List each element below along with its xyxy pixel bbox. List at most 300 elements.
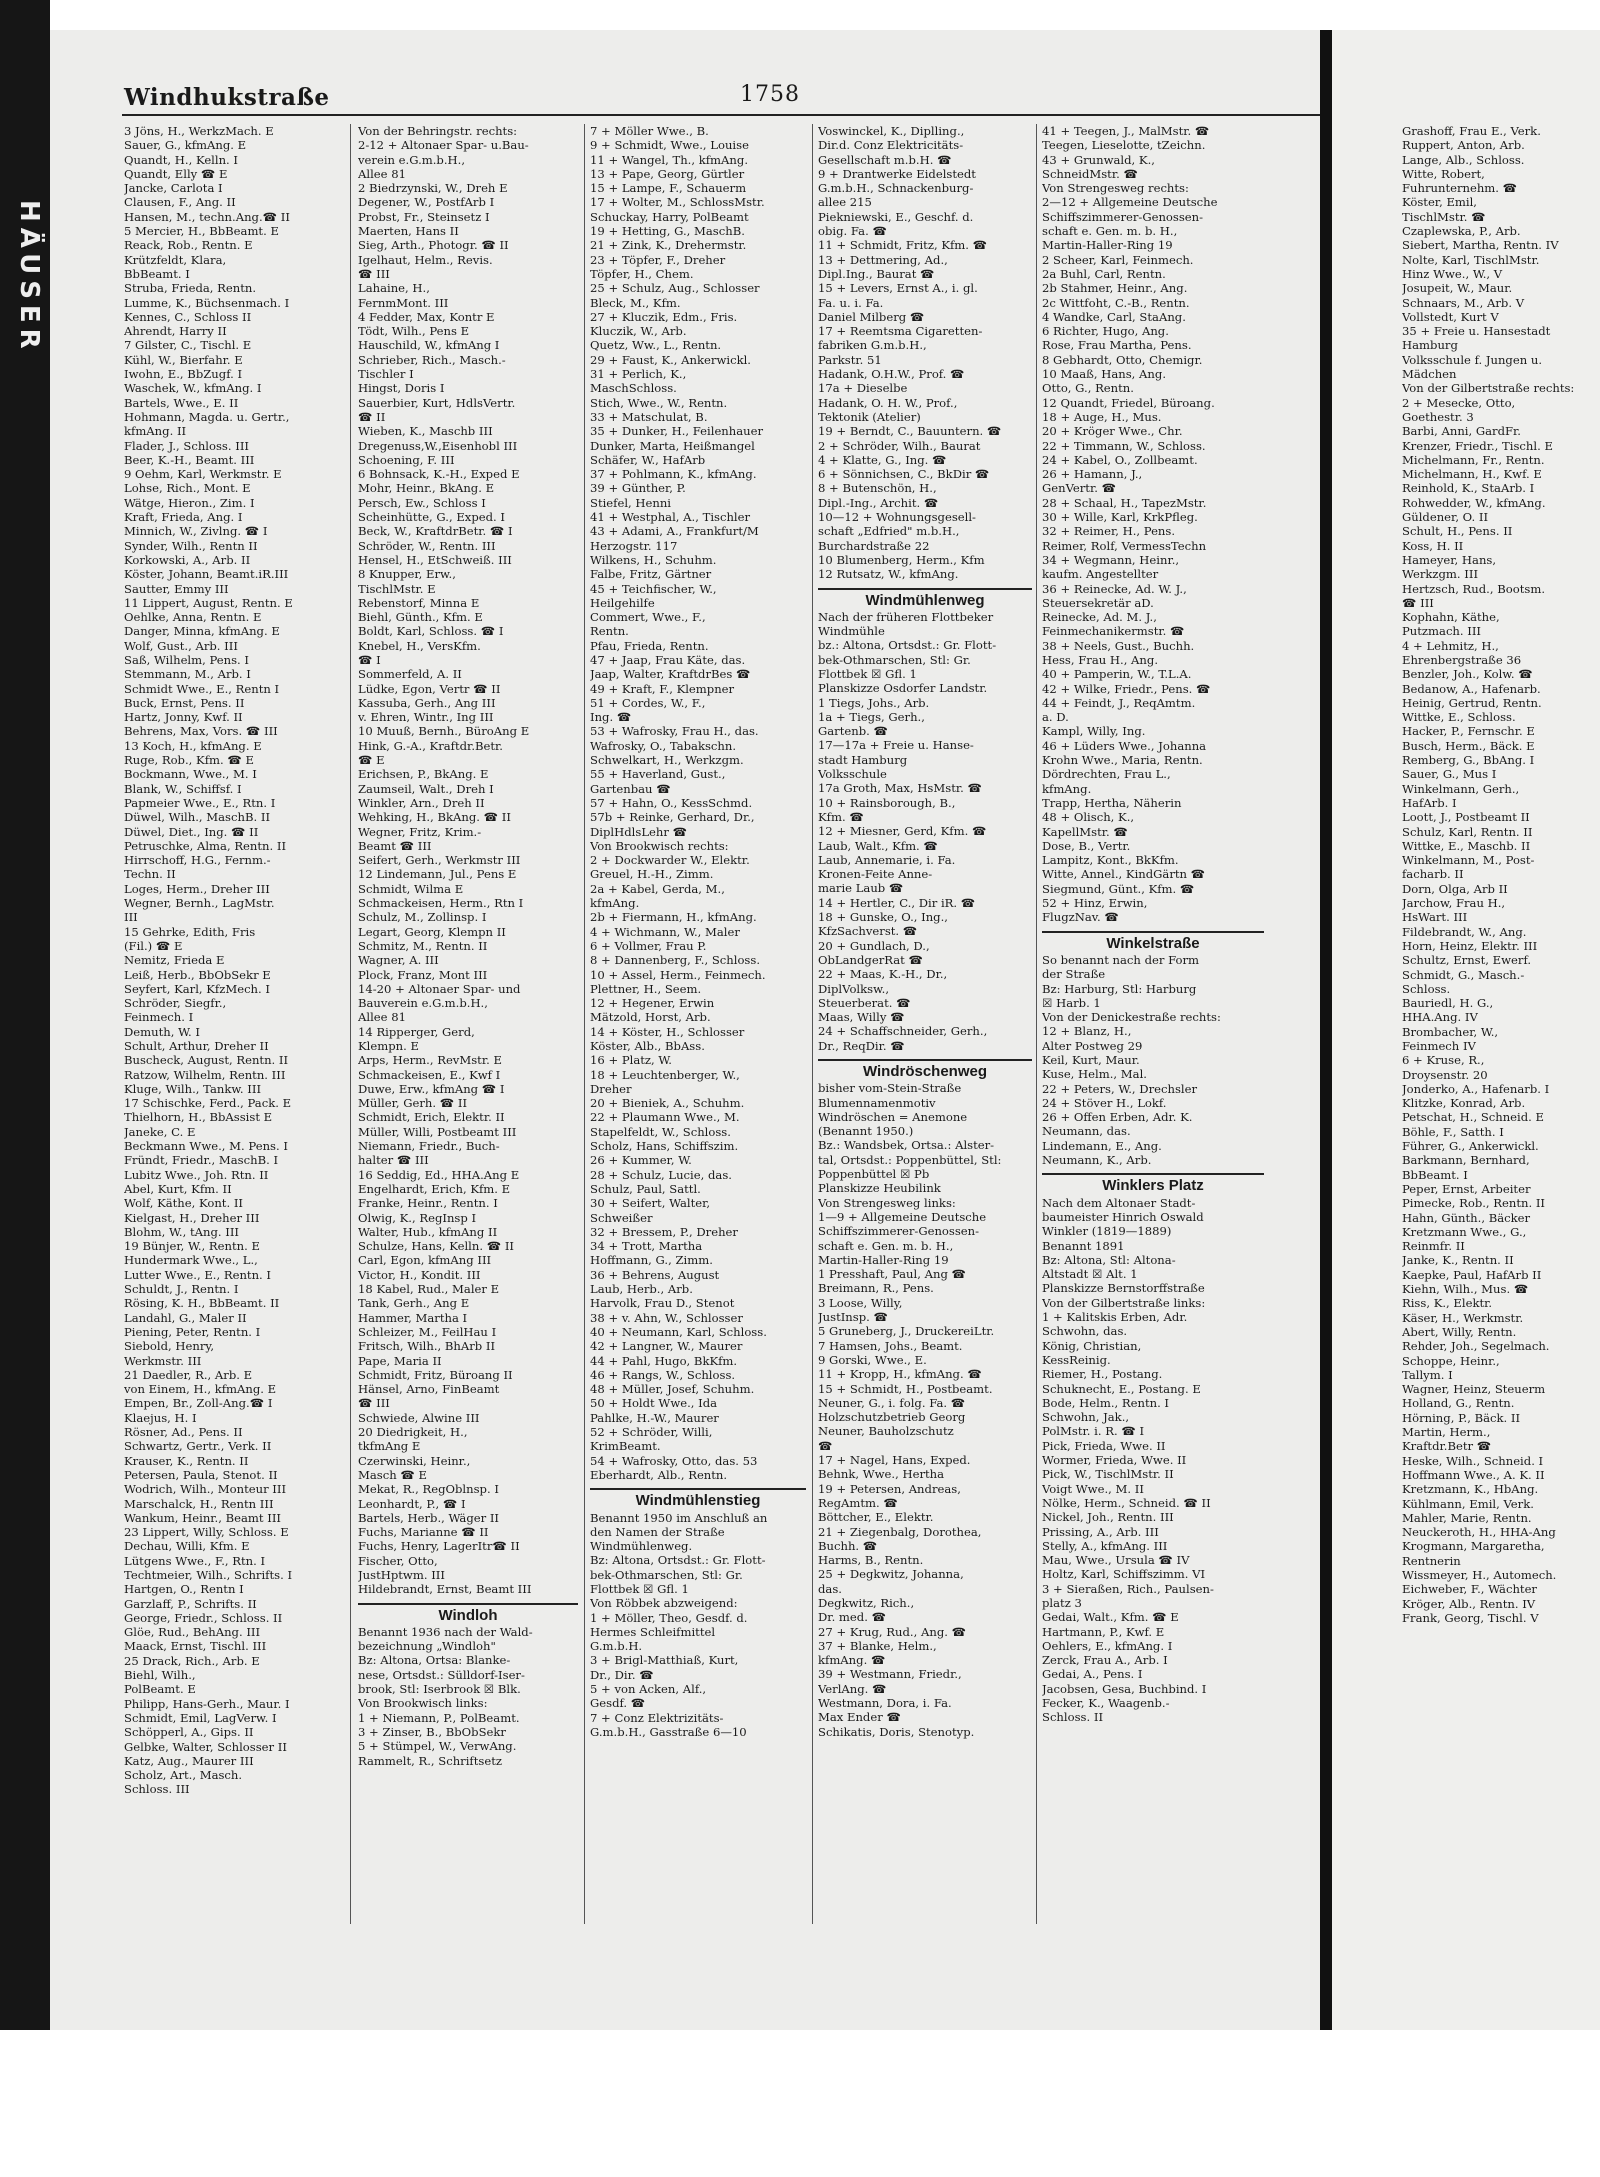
directory-entry-line: Böttcher, E., Elektr. — [818, 1510, 934, 1525]
directory-entry-line: Hadank, O. H. W., Prof., — [818, 395, 958, 410]
directory-entry-line: Hermes Schleifmittel — [590, 1624, 716, 1639]
directory-entry-line: Wittke, E., Maschb. II — [1402, 838, 1531, 853]
directory-entry-line: tkfmAng E — [358, 1439, 421, 1454]
directory-entry-line: 8 Knupper, Erw., — [358, 567, 456, 582]
directory-entry-line: 27 + Kluczik, Edm., Fris. — [590, 309, 738, 324]
directory-entry-line: Harvolk, Frau D., Stenot — [590, 1296, 735, 1311]
directory-entry-line: Gedai, Walt., Kfm. ☎ E — [1042, 1610, 1179, 1625]
directory-entry-line: Tischler I — [358, 367, 414, 382]
directory-entry-line: ☎ — [818, 1438, 833, 1453]
directory-entry-line: Pimecke, Rob., Rentn. II — [1402, 1196, 1546, 1211]
directory-entry-line: Hörning, P., Bäck. II — [1402, 1410, 1521, 1425]
directory-entry-line: Zerck, Frau A., Arb. I — [1042, 1653, 1168, 1668]
directory-entry-line: Jacobsen, Gesa, Buchbind. I — [1042, 1681, 1207, 1696]
spine-text: HÄUSER — [14, 200, 44, 355]
directory-entry-line: Wilkens, H., Schuhm. — [590, 552, 717, 567]
directory-entry-line: Volksschule — [818, 767, 887, 782]
directory-entry-line: Schrieber, Rich., Masch.- — [358, 352, 506, 367]
street-section-title: Winkelstraße — [1042, 931, 1264, 951]
directory-entry-line: Von Brookwisch links: — [358, 1696, 488, 1711]
directory-entry-line: Gedai, A., Pens. I — [1042, 1667, 1143, 1682]
directory-entry-line: Krohn Wwe., Maria, Rentn. — [1042, 753, 1203, 768]
directory-entry-line: G.m.b.H., Gasstraße 6—10 — [590, 1724, 747, 1739]
directory-entry-line: Degener, W., PostfArb I — [358, 195, 495, 210]
directory-entry-line: 32 + Bressem, P., Dreher — [590, 1224, 738, 1239]
directory-entry-line: Goethestr. 3 — [1402, 409, 1474, 424]
left-page-edge — [0, 0, 50, 2030]
directory-entry-line: Lohse, Rich., Mont. E — [124, 481, 251, 496]
directory-entry-line: platz 3 — [1042, 1595, 1082, 1610]
directory-entry-line: Philipp, Hans-Gerh., Maur. I — [124, 1696, 290, 1711]
directory-entry-line: Windmühle — [818, 624, 885, 639]
directory-entry-line: Lampitz, Kont., BkKfm. — [1042, 853, 1179, 868]
directory-entry-line: Fecker, K., Waagenb.- — [1042, 1696, 1170, 1711]
directory-entry-line: Rammelt, R., Schriftsetz — [358, 1753, 502, 1768]
directory-entry-line: Nickel, Joh., Rentn. III — [1042, 1510, 1174, 1525]
directory-entry-line: 9 + Schmidt, Wwe., Louise — [590, 138, 749, 153]
directory-entry-line: Korkowski, A., Arb. II — [124, 552, 251, 567]
directory-entry-line: Schmackeisen, Herm., Rtn I — [358, 896, 524, 911]
header-rule — [122, 114, 1320, 116]
directory-entry-line: Kuse, Helm., Mal. — [1042, 1067, 1147, 1082]
directory-entry-line: 9 + Drantwerke Eidelstedt — [818, 166, 976, 181]
directory-entry-line: Nolte, Karl, TischlMstr. — [1402, 252, 1540, 267]
directory-entry-line: 34 + Trott, Martha — [590, 1239, 703, 1254]
directory-entry-line: Hauschild, W., kfmAng I — [358, 338, 500, 353]
directory-entry-line: Katz, Aug., Maurer III — [124, 1753, 254, 1768]
directory-entry-line: Neuner, G., i. folg. Fa. ☎ — [818, 1395, 966, 1410]
directory-entry-line: Schäfer, W., HafArb — [590, 452, 706, 467]
directory-entry-line: Wagner, A. III — [358, 953, 439, 968]
directory-entry-line: Ruge, Rob., Kfm. ☎ E — [124, 753, 254, 768]
directory-entry-line: 28 + Schulz, Lucie, das. — [590, 1167, 732, 1182]
directory-entry-line: 2c Wittfoht, C.-B., Rentn. — [1042, 295, 1190, 310]
directory-entry-line: 3 Loose, Willy, — [818, 1295, 903, 1310]
directory-entry-line: 4 + Klatte, G., Ing. ☎ — [818, 452, 947, 467]
directory-entry-line: Allee 81 — [358, 166, 406, 181]
directory-entry-line: Wegner, Bernh., LagMstr. — [124, 896, 275, 911]
directory-entry-line: 16 + Platz, W. — [590, 1053, 672, 1068]
directory-entry-line: Kraft, Frieda, Ang. I — [124, 510, 243, 525]
directory-entry-line: Papmeier Wwe., E., Rtn. I — [124, 795, 276, 810]
directory-entry-line: Boldt, Karl, Schloss. ☎ I — [358, 624, 504, 639]
directory-entry-line: MaschSchloss. — [590, 381, 677, 396]
directory-entry-line: Hensel, H., EtSchweiß. III — [358, 552, 512, 567]
street-section-title: Winklers Platz — [1042, 1173, 1264, 1193]
directory-entry-line: Mätzold, Horst, Arb. — [590, 1010, 711, 1025]
directory-entry-line: KapellMstr. ☎ — [1042, 824, 1128, 839]
directory-entry-line: Michelmann, Fr., Rentn. — [1402, 452, 1545, 467]
directory-column-3 — [590, 124, 806, 1739]
directory-entry-line: kfmAng. ☎ — [818, 1653, 886, 1668]
directory-entry-line: Von Röbbek abzweigend: — [590, 1596, 738, 1611]
directory-entry-line: Bauverein e.G.m.b.H., — [358, 996, 488, 1011]
directory-entry-line: Niemann, Friedr., Buch- — [358, 1139, 500, 1154]
directory-entry-line: stadt Hamburg — [818, 752, 908, 767]
directory-entry-line: Dipl.Ing., Baurat ☎ — [818, 266, 935, 281]
directory-entry-line: 35 + Dunker, H., Feilenhauer — [590, 424, 764, 439]
directory-entry-line: 5 + Stümpel, W., VerwAng. — [358, 1739, 517, 1754]
directory-entry-line: ☎ I — [358, 652, 381, 667]
directory-entry-line: Lubitz Wwe., Joh. Rtn. II — [124, 1167, 269, 1182]
directory-entry-line: JustInsp. ☎ — [818, 1310, 888, 1325]
directory-entry-line: Schmitz, M., Rentn. II — [358, 938, 488, 953]
directory-entry-line: Oehlke, Anna, Rentn. E — [124, 610, 262, 625]
street-section-title: Windmühlenweg — [818, 588, 1032, 608]
directory-entry-line: Remberg, G., BbAng. I — [1402, 753, 1535, 768]
directory-entry-line: 6 Richter, Hugo, Ang. — [1042, 324, 1169, 339]
column-divider — [584, 124, 585, 1924]
directory-entry-line: Duwe, Erw., kfmAng ☎ I — [358, 1081, 505, 1096]
directory-entry-line: 21 Daedler, R., Arb. E — [124, 1367, 253, 1382]
directory-entry-line: 2 + Dockwarder W., Elektr. — [590, 853, 750, 868]
directory-entry-line: Empen, Br., Zoll-Ang.☎ I — [124, 1396, 273, 1411]
directory-entry-line: Rentn. — [590, 624, 629, 639]
directory-entry-line: Schult, H., Pens. II — [1402, 524, 1513, 539]
directory-entry-line: 2 Scheer, Karl, Feinmech. — [1042, 252, 1194, 267]
directory-entry-line: Greuel, H.-H., Zimm. — [590, 867, 714, 882]
directory-entry-line: 7 + Conz Elektrizitäts- — [590, 1710, 724, 1725]
directory-entry-line: das. — [818, 1581, 842, 1596]
directory-entry-line: 10 Blumenberg, Herm., Kfm — [818, 552, 985, 567]
directory-entry-line: Böhle, F., Satth. I — [1402, 1124, 1504, 1139]
directory-entry-line: Schmidt, Wilma E — [358, 881, 464, 896]
directory-entry-line: PolBeamt. E — [124, 1682, 196, 1697]
directory-entry-line: bisher vom-Stein-Straße — [818, 1081, 962, 1096]
directory-entry-line: (Fil.) ☎ E — [124, 938, 183, 953]
directory-entry-line: Schröder, W., Rentn. III — [358, 538, 496, 553]
directory-entry-line: Harms, B., Rentn. — [818, 1553, 924, 1568]
directory-entry-line: 2-12 + Altonaer Spar- u.Bau- — [358, 138, 529, 153]
directory-entry-line: Volksschule f. Jungen u. — [1402, 352, 1543, 367]
directory-entry-line: schaft e. Gen. m. b. H., — [818, 1238, 954, 1253]
directory-entry-line: Schuldt, J., Rentn. I — [124, 1282, 239, 1297]
directory-entry-line: Schloss. III — [124, 1782, 190, 1797]
directory-entry-line: Mahler, Marie, Rentn. — [1402, 1510, 1532, 1525]
directory-entry-line: Josupeit, W., Maur. — [1402, 281, 1513, 296]
directory-entry-line: Bz.: Wandsbek, Ortsa.: Alster- — [818, 1138, 995, 1153]
directory-entry-line: Buscheck, August, Rentn. II — [124, 1053, 289, 1068]
directory-entry-line: Benannt 1950 im Anschluß an — [590, 1510, 768, 1525]
directory-entry-line: Krauser, K., Rentn. II — [124, 1453, 249, 1468]
directory-entry-line: Holzschutzbetrieb Georg — [818, 1410, 966, 1425]
directory-entry-line: Hänsel, Arno, FinBeamt — [358, 1382, 500, 1397]
directory-entry-line: Wieben, K., Maschb III — [358, 424, 493, 439]
directory-entry-line: Wagner, Heinz, Steuerm — [1402, 1382, 1546, 1397]
directory-entry-line: Walter, Hub., kfmAng II — [358, 1224, 498, 1239]
directory-entry-line: Planskizze Heubilink — [818, 1181, 941, 1196]
directory-entry-line: FernmMont. III — [358, 295, 449, 310]
directory-entry-line: KessReinig. — [1042, 1352, 1111, 1367]
directory-entry-line: 50 + Holdt Wwe., Ida — [590, 1396, 718, 1411]
directory-entry-line: Benannt 1936 nach der Wald- — [358, 1624, 533, 1639]
directory-entry-line: Engelhardt, Erich, Kfm. E — [358, 1181, 511, 1196]
directory-entry-line: Dir.d. Conz Elektricitäts- — [818, 138, 964, 153]
directory-entry-line: Minnich, W., Zivlng. ☎ I — [124, 524, 268, 539]
directory-entry-line: Degkwitz, Rich., — [818, 1595, 915, 1610]
directory-entry-line: Reack, Rob., Rentn. E — [124, 238, 253, 253]
directory-entry-line: Reinhold, K., StaArb. I — [1402, 481, 1535, 496]
directory-entry-line: Von Strengesweg rechts: — [1042, 181, 1189, 196]
directory-entry-line: Schulz, M., Zollinsp. I — [358, 910, 487, 925]
directory-entry-line: der Straße — [1042, 967, 1106, 982]
directory-column-1 — [124, 124, 342, 1797]
directory-entry-line: 17a Groth, Max, HsMstr. ☎ — [818, 781, 982, 796]
directory-entry-line: bek-Othmarschen, Stl: Gr. — [590, 1567, 743, 1582]
directory-entry-line: 17a + Dieselbe — [818, 381, 908, 396]
directory-entry-line: 2 + Mesecke, Otto, — [1402, 395, 1516, 410]
directory-entry-line: Müller, Gerh. ☎ II — [358, 1096, 468, 1111]
directory-entry-line: Martin-Haller-Ring 19 — [818, 1252, 949, 1267]
directory-entry-line: 46 + Lüders Wwe., Johanna — [1042, 738, 1207, 753]
directory-entry-line: Dreher — [590, 1081, 632, 1096]
directory-entry-line: Zaumseil, Walt., Dreh I — [358, 781, 494, 796]
directory-entry-line: 1a + Tiegs, Gerh., — [818, 709, 925, 724]
directory-entry-line: Loott, J., Postbeamt II — [1402, 810, 1530, 825]
directory-entry-line: 48 + Müller, Josef, Schuhm. — [590, 1382, 755, 1397]
directory-entry-line: Hadank, O.H.W., Prof. ☎ — [818, 367, 965, 382]
directory-entry-line: Dose, B., Vertr. — [1042, 838, 1131, 853]
directory-entry-line: 1—9 + Allgemeine Deutsche — [818, 1209, 987, 1224]
directory-entry-line: 45 + Teichfischer, W., — [590, 581, 717, 596]
directory-entry-line: BbBeamt. I — [1402, 1167, 1468, 1182]
directory-entry-line: Oehlers, E., kfmAng. I — [1042, 1638, 1173, 1653]
directory-entry-line: 9 Gorski, Wwe., E. — [818, 1352, 927, 1367]
directory-column-4 — [818, 124, 1032, 1739]
directory-entry-line: Planskizze Bernstorffstraße — [1042, 1281, 1205, 1296]
directory-entry-line: 4 Fedder, Max, Kontr E — [358, 309, 495, 324]
directory-entry-line: 51 + Cordes, W., F., — [590, 695, 706, 710]
directory-entry-line: Wafrosky, O., Tabakschn. — [590, 738, 737, 753]
directory-entry-line: Klaejus, H. I — [124, 1410, 197, 1425]
directory-entry-line: Martin-Haller-Ring 19 — [1042, 238, 1173, 253]
directory-entry-line: Petruschke, Alma, Rentn. II — [124, 838, 287, 853]
directory-entry-line: 32 + Reimer, H., Pens. — [1042, 524, 1176, 539]
directory-entry-line: 4 + Lehmitz, H., — [1402, 638, 1499, 653]
directory-entry-line: Masch ☎ E — [358, 1467, 427, 1482]
directory-entry-line: Hingst, Doris I — [358, 381, 445, 396]
directory-entry-line: Laub, Herb., Arb. — [590, 1282, 693, 1297]
directory-entry-line: Schwartz, Gertr., Verk. II — [124, 1439, 272, 1454]
directory-entry-line: Rebenstorf, Minna E — [358, 595, 480, 610]
directory-entry-line: 34 + Wegmann, Heinr., — [1042, 552, 1180, 567]
directory-entry-line: verein e.G.m.b.H., — [358, 152, 466, 167]
directory-entry-line: 12 + Hegener, Erwin — [590, 996, 715, 1011]
directory-entry-line: Klitzke, Konrad, Arb. — [1402, 1096, 1526, 1111]
directory-entry-line: 12 + Miesner, Gerd, Kfm. ☎ — [818, 824, 987, 839]
directory-entry-line: Hoffmann, G., Zimm. — [590, 1253, 713, 1268]
directory-entry-line: 57 + Hahn, O., KessSchmd. — [590, 795, 753, 810]
directory-entry-line: Fritsch, Wilh., BhArb II — [358, 1339, 496, 1354]
directory-entry-line: Lütgens Wwe., F., Rtn. I — [124, 1553, 266, 1568]
directory-entry-line: 12 Rutsatz, W., kfmAng. — [818, 567, 959, 582]
directory-entry-line: Danger, Minna, kfmAng. E — [124, 624, 280, 639]
directory-entry-line: Busch, Herm., Bäck. E — [1402, 738, 1535, 753]
directory-entry-line: allee 215 — [818, 195, 872, 210]
directory-entry-line: Commert, Wwe., F., — [590, 610, 706, 625]
directory-entry-line: Hamburg — [1402, 338, 1458, 353]
directory-entry-line: 57b + Reinke, Gerhard, Dr., — [590, 810, 755, 825]
directory-entry-line: Schwohn, das. — [1042, 1324, 1128, 1339]
directory-entry-line: 30 + Wille, Karl, KrkPfleg. — [1042, 510, 1198, 525]
directory-entry-line: JustHptwm. III — [358, 1567, 445, 1582]
directory-entry-line: Neumann, das. — [1042, 1124, 1131, 1139]
directory-entry-line: Kronen-Feite Anne- — [818, 867, 933, 882]
directory-entry-line: 43 + Adami, A., Frankfurt/M — [590, 524, 759, 539]
directory-entry-line: 25 + Schulz, Aug., Schlosser — [590, 281, 760, 296]
directory-entry-line: Hundermark Wwe., L., — [124, 1253, 258, 1268]
directory-entry-line: 17 + Wolter, M., SchlossMstr. — [590, 195, 765, 210]
directory-entry-line: 9 Oehm, Karl, Werkmstr. E — [124, 467, 282, 482]
directory-entry-line: König, Christian, — [1042, 1338, 1142, 1353]
directory-entry-line: Frank, Georg, Tischl. V — [1402, 1610, 1539, 1625]
directory-entry-line: Herzogstr. 117 — [590, 538, 678, 553]
directory-entry-line: Neumann, K., Arb. — [1042, 1153, 1152, 1168]
directory-entry-line: TischlMstr. ☎ — [1402, 209, 1486, 224]
directory-entry-line: 12 Lindemann, Jul., Pens E — [358, 867, 517, 882]
column-divider — [350, 124, 351, 1924]
directory-entry-line: Hameyer, Hans, — [1402, 552, 1497, 567]
directory-entry-line: Falbe, Fritz, Gärtner — [590, 567, 712, 582]
directory-entry-line: 4 + Wichmann, W., Maler — [590, 924, 740, 939]
directory-entry-line: 17 + Nagel, Hans, Exped. — [818, 1453, 971, 1468]
directory-entry-line: KfzSachverst. ☎ — [818, 924, 918, 939]
directory-entry-line: Kluczik, W., Arb. — [590, 324, 687, 339]
directory-entry-line: Müller, Willi, Postbeamt III — [358, 1124, 517, 1139]
directory-entry-line: Hacker, P., Fernschr. E — [1402, 724, 1535, 739]
directory-entry-line: G.m.b.H., Schnackenburg- — [818, 181, 974, 196]
directory-entry-line: bezeichnung „Windloh" — [358, 1639, 496, 1654]
directory-entry-line: Buchh. ☎ — [818, 1538, 878, 1553]
directory-entry-line: den Namen der Straße — [590, 1524, 725, 1539]
directory-entry-line: Hammer, Martha I — [358, 1310, 468, 1325]
directory-entry-line: Nach der früheren Flottbeker — [818, 609, 994, 624]
directory-entry-line: ☒ Harb. 1 — [1042, 995, 1101, 1010]
directory-entry-line: 49 + Kraft, F., Klempner — [590, 681, 735, 696]
directory-entry-line: Rösner, Ad., Pens. II — [124, 1425, 243, 1440]
directory-entry-line: 17 Schischke, Ferd., Pack. E — [124, 1096, 292, 1111]
directory-entry-line: Hink, G.-A., Kraftdr.Betr. — [358, 738, 503, 753]
directory-entry-line: Clausen, F., Ang. II — [124, 195, 236, 210]
directory-entry-line: Burchardstraße 22 — [818, 538, 930, 553]
directory-entry-line: Kröger, Alb., Rentn. IV — [1402, 1596, 1536, 1611]
directory-entry-line: 6 Bohnsack, K.-H., Exped E — [358, 467, 520, 482]
column-divider — [1036, 124, 1037, 1924]
directory-entry-line: ObLandgerRat ☎ — [818, 952, 923, 967]
directory-entry-line: Lange, Alb., Schloss. — [1402, 152, 1525, 167]
directory-entry-line: Trapp, Hertha, Näherin — [1042, 795, 1182, 810]
directory-entry-line: Krogmann, Margaretha, — [1402, 1539, 1545, 1554]
directory-entry-line: Leiß, Herb., BbObSekr E — [124, 967, 271, 982]
directory-entry-line: Hartz, Jonny, Kwf. II — [124, 710, 243, 725]
directory-entry-line: Kretzmann, K., HbAng. — [1402, 1482, 1539, 1497]
directory-entry-line: 2a + Kabel, Gerda, M., — [590, 881, 725, 896]
directory-entry-line: Schiffszimmerer-Genossen- — [818, 1224, 980, 1239]
directory-entry-line: Maas, Willy ☎ — [818, 1010, 905, 1025]
book-gutter — [1320, 30, 1332, 2030]
directory-entry-line: Sommerfeld, A. II — [358, 667, 462, 682]
directory-entry-line: Steuersekretär aD. — [1042, 595, 1154, 610]
directory-entry-line: Kophahn, Käthe, — [1402, 610, 1500, 625]
directory-entry-line: 11 + Kropp, H., kfmAng. ☎ — [818, 1367, 982, 1382]
directory-entry-line: Beer, K.-H., Beamt. III — [124, 452, 255, 467]
directory-entry-line: Rösing, K. H., BbBeamt. II — [124, 1296, 280, 1311]
directory-entry-line: Hertzsch, Rud., Bootsm. — [1402, 581, 1546, 596]
directory-column-5 — [1042, 124, 1264, 1725]
directory-entry-line: Schmidt, G., Masch.- — [1402, 967, 1525, 982]
directory-entry-line: 2 Biedrzynski, W., Dreh E — [358, 181, 508, 196]
directory-entry-line: 26 + Hamann, J., — [1042, 467, 1143, 482]
directory-entry-line: Koss, H. II — [1402, 538, 1464, 553]
directory-entry-line: 10—12 + Wohnungsgesell- — [818, 510, 976, 525]
directory-entry-line: Altstadt ☒ Alt. 1 — [1042, 1267, 1138, 1282]
directory-entry-line: Nach dem Altonaer Stadt- — [1042, 1195, 1196, 1210]
directory-entry-line: Quetz, Ww., L., Rentn. — [590, 338, 722, 353]
directory-entry-line: nese, Ortsdst.: Sülldorf-Iser- — [358, 1667, 525, 1682]
page-number: 1758 — [740, 82, 800, 107]
directory-entry-line: DiplHdlsLehr ☎ — [590, 824, 688, 839]
directory-entry-line: Werkmstr. III — [124, 1353, 202, 1368]
directory-entry-line: Jaap, Walter, KraftdrBes ☎ — [590, 667, 751, 682]
directory-entry-line: Bz: Harburg, Stl: Harburg — [1042, 981, 1197, 996]
directory-entry-line: KrimBeamt. — [590, 1439, 661, 1454]
directory-entry-line: Teegen, Lieselotte, tZeichn. — [1042, 138, 1206, 153]
directory-entry-line: Fuchs, Marianne ☎ II — [358, 1525, 489, 1540]
directory-entry-line: Olwig, K., RegInsp I — [358, 1210, 477, 1225]
directory-entry-line: Schmidt, Fritz, Büroang II — [358, 1367, 513, 1382]
directory-entry-line: Tank, Gerh., Ang E — [358, 1296, 470, 1311]
directory-entry-line: Dipl.-Ing., Archit. ☎ — [818, 495, 939, 510]
directory-entry-line: Behrens, Max, Vors. ☎ III — [124, 724, 278, 739]
directory-entry-line: Eberhardt, Alb., Rentn. — [590, 1467, 728, 1482]
directory-entry-line: Abert, Willy, Rentn. — [1402, 1324, 1517, 1339]
directory-entry-line: Bz: Altona, Ortsa: Blanke- — [358, 1653, 511, 1668]
directory-entry-line: SchneidMstr. ☎ — [1042, 166, 1138, 181]
directory-entry-line: GenVertr. ☎ — [1042, 481, 1117, 496]
directory-entry-line: Lüdke, Egon, Vertr ☎ II — [358, 681, 501, 696]
directory-entry-line: Schmidt, Erich, Elektr. II — [358, 1110, 505, 1125]
directory-entry-line: Thielhorn, H., BbAssist E — [124, 1110, 273, 1125]
directory-entry-line: Güldener, O. II — [1402, 510, 1489, 525]
directory-entry-line: Biehl, Günth., Kfm. E — [358, 610, 483, 625]
directory-entry-line: Fuchs, Henry, LagerItr☎ II — [358, 1539, 520, 1554]
directory-entry-line: Benannt 1891 — [1042, 1238, 1125, 1253]
directory-entry-line: Demuth, W. I — [124, 1024, 200, 1039]
directory-entry-line: 40 + Pamperin, W., T.L.A. — [1042, 667, 1192, 682]
directory-entry-line: Erichsen, P., BkAng. E — [358, 767, 489, 782]
directory-entry-line: 6 + Vollmer, Frau P. — [590, 938, 707, 953]
directory-entry-line: Stich, Wwe., W., Rentn. — [590, 395, 728, 410]
directory-entry-line: 4 Wandke, Carl, StaAng. — [1042, 309, 1186, 324]
directory-entry-line: 17 + Reemtsma Cigaretten- — [818, 324, 983, 339]
directory-entry-line: 18 + Leuchtenberger, W., — [590, 1067, 740, 1082]
directory-entry-line: 14 + Köster, H., Schlosser — [590, 1024, 745, 1039]
directory-entry-line: Barkmann, Bernhard, — [1402, 1153, 1530, 1168]
directory-entry-line: Winkler (1819—1889) — [1042, 1224, 1172, 1239]
directory-entry-line: Schoppe, Heinr., — [1402, 1353, 1500, 1368]
directory-entry-line: 55 + Haverland, Gust., — [590, 767, 726, 782]
directory-entry-line: HafArb. I — [1402, 795, 1457, 810]
directory-entry-line: Fuhrunternehm. ☎ — [1402, 181, 1518, 196]
directory-entry-line: Käser, H., Werkmstr. — [1402, 1310, 1524, 1325]
directory-entry-line: Marschalck, H., Rentn III — [124, 1496, 274, 1511]
directory-entry-line: Carl, Egon, kfmAng III — [358, 1253, 492, 1268]
directory-entry-line: Ahrendt, Harry II — [124, 324, 227, 339]
directory-entry-line: 19 Bünjer, W., Rentn. E — [124, 1239, 260, 1254]
directory-entry-line: Mädchen — [1402, 367, 1457, 382]
directory-entry-line: von Einem, H., kfmAng. E — [124, 1382, 277, 1397]
directory-entry-line: Gartenbau ☎ — [590, 781, 671, 796]
